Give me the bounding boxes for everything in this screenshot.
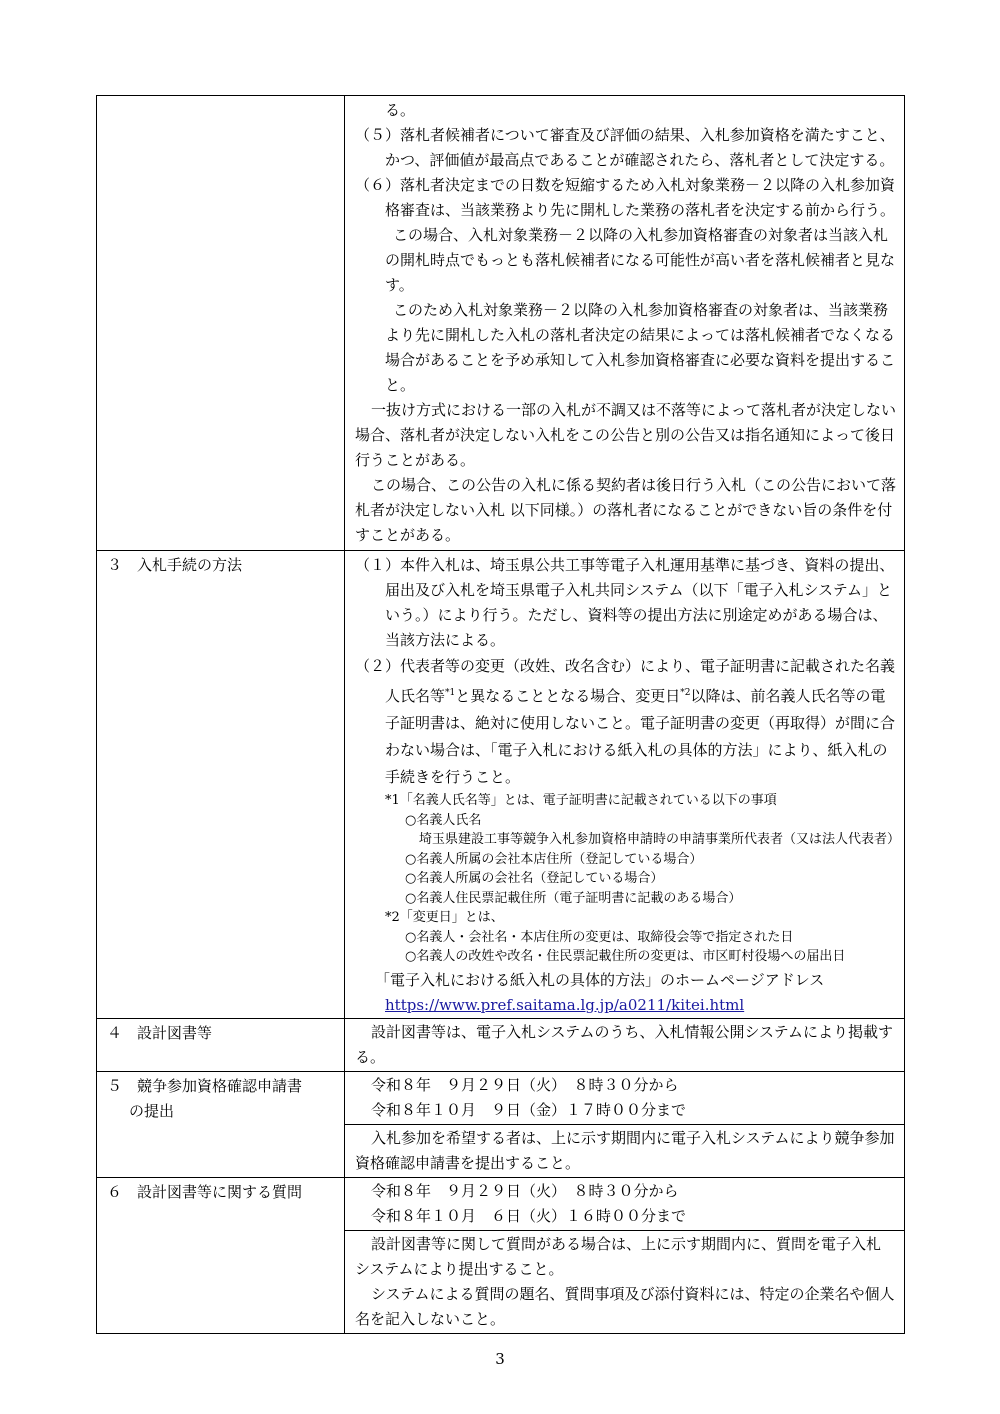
table-row — [97, 1177, 905, 1333]
row-label: ４ 設計図書等 — [97, 1018, 345, 1071]
paragraph: 入札参加を希望する者は、上に示す期間内に電子入札システムにより競争参加資格確認申請書を提出すること。 — [355, 1128, 895, 1172]
table-row — [97, 1071, 905, 1177]
paragraph: この場合、この公告の入札に係る契約者は後日行う入札（この公告において落札者が決定しない入札 以下同様。）の落札者になることができない旨の条件を付すことがある。 — [355, 476, 897, 544]
note: ○名義人の改姓や改名・住民票記載住所の変更は、市区町村役場への届出日 — [405, 949, 846, 964]
row-content — [345, 1018, 905, 1071]
paragraph: 「電子入札における紙入札の具体的方法」のホームページアドレス — [375, 970, 825, 989]
note: ○名義人所属の会社本店住所（登記している場合） — [405, 851, 703, 867]
page-number: 3 — [495, 1350, 505, 1368]
paragraph: （５）落札者候補者について審査及び評価の結果、入札参加資格を満たすこと、かつ、評価値が最高点であることが確認されたら、落札者として決定する。 — [355, 126, 895, 169]
period-start: 令和８年 ９月２９日（火） ８時３０分から — [371, 1075, 679, 1094]
period-end: 令和８年１０月 ９日（金）１７時００分まで — [371, 1100, 687, 1119]
paragraph: 設計図書等に関して質問がある場合は、上に示す期間内に、質問を電子入札システムにより提出すること。 — [355, 1234, 882, 1278]
footnote-ref: *1 — [445, 688, 456, 698]
row-label: ６ 設計図書等に関する質問 — [97, 1177, 345, 1333]
row-content — [345, 1177, 905, 1333]
note: ○名義人・会社名・本店住所の変更は、取締役会等で指定された日 — [405, 929, 794, 945]
table-row — [97, 551, 905, 1019]
note: 埼玉県建設工事等競争入札参加資格申請時の申請事業所代表者（又は法人代表者） — [419, 832, 901, 847]
procedure-table — [96, 95, 905, 1334]
row-content — [345, 96, 905, 551]
paragraph: 設計図書等は、電子入札システムのうち、入札情報公開システムにより掲載する。 — [355, 1022, 894, 1066]
period-start: 令和８年 ９月２９日（火） ８時３０分から — [371, 1181, 679, 1200]
table-row — [97, 1018, 905, 1071]
paragraph: この場合、入札対象業務－２以降の入札参加資格審査の対象者は当該入札の開札時点でもっとも落札候補者になる可能性が高い者を落札候補者と見なす。 — [385, 226, 896, 294]
row-content — [345, 551, 905, 1019]
period-end: 令和８年１０月 ６日（火）１６時００分まで — [371, 1206, 687, 1225]
note: *1「名義人氏名等」とは、電子証明書に記載されている以下の事項 — [385, 793, 777, 808]
paragraph: システムによる質問の題名、質問事項及び添付資料には、特定の企業名や個人名を記入しないこと。 — [355, 1284, 895, 1328]
note: *2「変更日」とは、 — [385, 910, 504, 925]
note: ○名義人住民票記載住所（電子証明書に記載のある場合） — [405, 890, 742, 906]
table-row — [97, 96, 905, 551]
paragraph: （２）代表者等の変更（改姓、改名含む）により、電子証明書に記載された名義人氏名等$^{*1}$と異なることとなる場合、変更日$^{*2}$以降は、前名義人氏名等の電子証明書は、絶対に使用しないこと。電子証明書の変更（再取得）が間に合わない場合は、「電子入札における紙入札の具体的方法」により、紙入札の手続きを行うこと。 — [355, 657, 896, 786]
homepage-link[interactable]: https://www.pref.saitama.lg.jp/a0211/kitei.html — [385, 995, 745, 1014]
paragraph: （１）本件入札は、埼玉県公共工事等電子入札運用基準に基づき、資料の提出、届出及び入札を埼玉県電子入札共同システム（以下「電子入札システム」という。）により行う。ただし、資料等の提出方法に別途定めがある場合は、当該方法による。 — [355, 556, 895, 649]
paragraph: （６）落札者決定までの日数を短縮するため入札対象業務－２以降の入札参加資格審査は、当該業務より先に開札した業務の落札者を決定する前から行う。 — [355, 176, 896, 219]
row-label-empty — [97, 96, 345, 551]
footnote-ref: *2 — [680, 688, 691, 698]
row-label: ５ 競争参加資格確認申請書 の提出 — [97, 1071, 345, 1177]
paragraph: 一抜け方式における一部の入札が不調又は不落等によって落札者が決定しない場合、落札者が決定しない入札をこの公告と別の公告又は指名通知によって後日行うことがある。 — [355, 401, 897, 469]
row-label: ３ 入札手続の方法 — [97, 551, 345, 1019]
note: ○名義人氏名 — [405, 812, 482, 828]
note: ○名義人所属の会社名（登記している場合） — [405, 871, 664, 886]
row-content — [345, 1071, 905, 1177]
paragraph: このため入札対象業務－２以降の入札参加資格審査の対象者は、当該業務より先に開札した入札の落札者決定の結果によっては落札候補者でなくなる場合があることを予め承知して入札参加資格審査に必要な資料を提出すること。 — [385, 301, 896, 394]
paragraph: る。 — [385, 101, 416, 119]
